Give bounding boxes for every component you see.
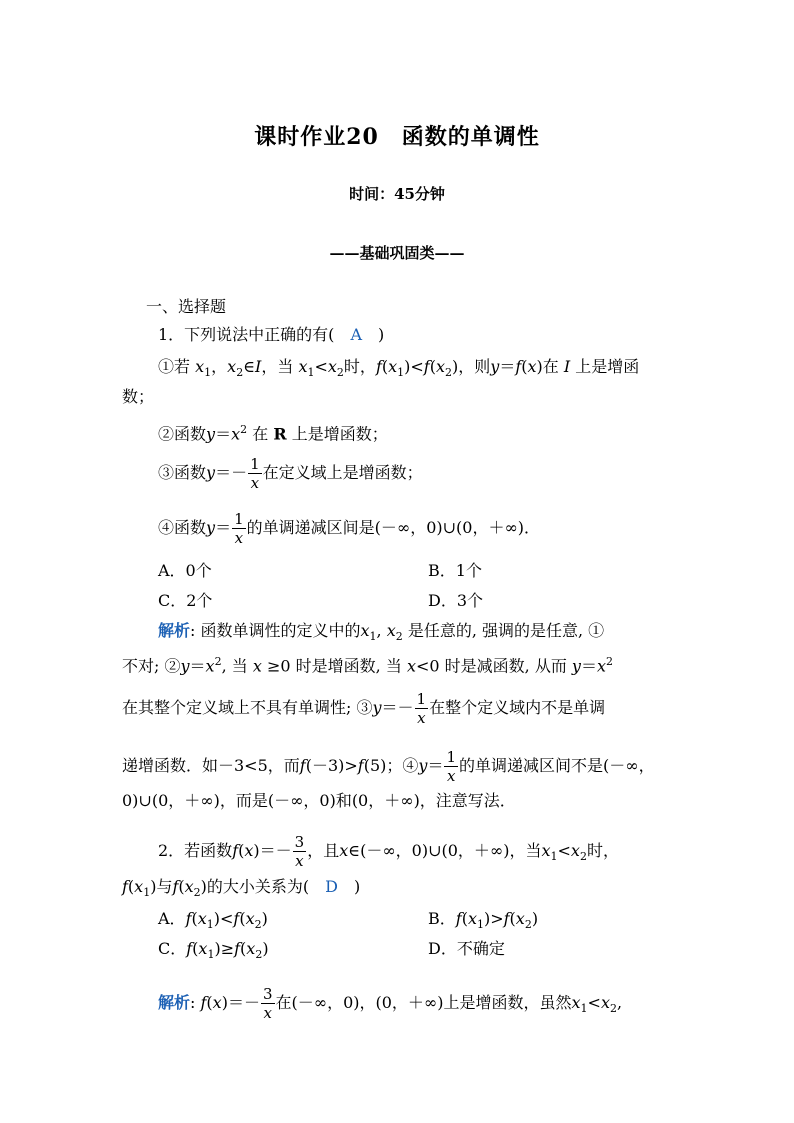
q1-answer: A bbox=[350, 325, 362, 344]
q1-option-a: A．0个 bbox=[158, 561, 212, 580]
analysis-label: 解析 bbox=[158, 993, 191, 1012]
q1-statement-3: ③函数y＝－ $\frac{1}{x}$ 在定义域上是增函数； bbox=[158, 455, 423, 492]
q1-analysis-line-3: 在其整个定义域上不具有单调性; ③y＝－ $\frac{1}{x}$ 在整个定义域内不是单调 bbox=[122, 690, 606, 727]
q1-option-b: B．1个 bbox=[428, 561, 482, 580]
q2-answer: D bbox=[325, 877, 338, 896]
q2-stem: 2．若函数f(x)＝－ $\frac{3}{x}$ ，且x∈(－∞，0)∪(0，＋∞)，当$x_1<x_2$时， bbox=[158, 833, 619, 870]
fraction-1-over-x: $\frac{1}{x}$ bbox=[446, 748, 456, 785]
section-heading: ——基础巩固类—— bbox=[329, 244, 465, 262]
fraction-3-over-x: $\frac{3}{x}$ bbox=[294, 833, 305, 870]
q2-option-d: D．不确定 bbox=[428, 939, 505, 958]
q1-stem: 1．下列说法中正确的有( A ) bbox=[158, 325, 385, 344]
q2-option-b: B．$f(x_1)>f(x_2)$ bbox=[428, 909, 539, 932]
q2-option-c: C．$f(x_1)\ge f(x_2)$ bbox=[158, 939, 269, 962]
q2-option-a: A．$f(x_1)<f(x_2)$ bbox=[158, 909, 268, 932]
q1-analysis-line-1: 解析: 函数单调性的定义中的$x_1$, $x_2$ 是任意的, 强调的是任意, ① bbox=[158, 621, 605, 644]
fraction-1-over-x: $\frac{1}{x}$ bbox=[416, 690, 427, 727]
q1-analysis-line-4: 递增函数．如－3<5，而f(－3)>f(5)；④y＝ $\frac{1}{x}$ 的单调递减区间不是(－∞， bbox=[122, 748, 655, 785]
q1-statement-1: ①若 $x_1$，$x_2\in I$，当 $x_1<x_2$时，$f(x_1)<f(x_2)$，则y＝f(x)在 I 上是增函 bbox=[158, 357, 640, 380]
fraction-1-over-x: $\frac{1}{x}$ bbox=[250, 455, 260, 492]
q2-analysis-line-1: 解析: f(x)＝－ $\frac{3}{x}$ 在(－∞，0)，(0，＋∞)上是增函数，虽然$x_1<x_2$, bbox=[158, 985, 623, 1022]
q2-stem-cont: $f(x_1)$与$f(x_2)$的大小关系为( D ) bbox=[122, 877, 361, 900]
fraction-1-over-x: $\frac{1}{x}$ bbox=[234, 510, 244, 547]
time-limit: 时间：45分钟 bbox=[349, 185, 445, 203]
q1-analysis-line-5: 0)∪(0，＋∞)，而是(－∞，0)和(0，＋∞)，注意写法． bbox=[122, 791, 516, 810]
analysis-label: 解析 bbox=[158, 621, 191, 640]
q1-analysis-line-2: 不对; $②y=x^2$, 当 x ≥0 时是增函数, 当 x<0 时是减函数, 从而 $y=x^2$ bbox=[122, 655, 614, 676]
fraction-3-over-x: $\frac{3}{x}$ bbox=[262, 985, 273, 1022]
q1-statement-1-cont: 数； bbox=[122, 387, 155, 406]
part-heading: 一、选择题 bbox=[146, 297, 227, 316]
q1-statement-2: ②函数$y=x^2$ 在 R 上是增函数； bbox=[158, 423, 388, 444]
q1-option-c: C．2个 bbox=[158, 591, 213, 610]
page-title: 课时作业20 函数的单调性 bbox=[254, 124, 540, 150]
q1-statement-4: ④函数y＝ $\frac{1}{x}$ 的单调递减区间是(－∞，0)∪(0，＋∞)． bbox=[158, 510, 541, 547]
q1-option-d: D．3个 bbox=[428, 591, 484, 610]
